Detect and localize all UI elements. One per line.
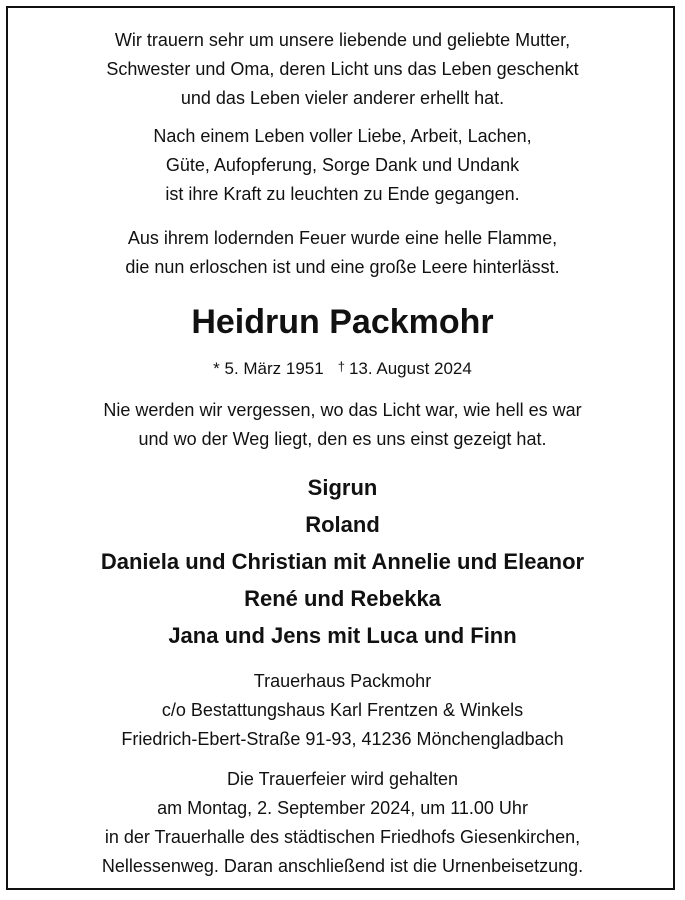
address-line: c/o Bestattungshaus Karl Frentzen & Winkels [161, 700, 524, 720]
flame-paragraph [0, 224, 685, 282]
remembrance-paragraph [0, 396, 685, 454]
address-block [0, 667, 685, 754]
intro-line: Schwester und Oma, deren Licht uns das Leben geschenkt [106, 59, 579, 79]
family-member: René und Rebekka [244, 586, 441, 611]
tribute-line: ist ihre Kraft zu leuchten zu Ende gegangen. [165, 184, 520, 204]
deceased-name: Heidrun Packmohr [191, 303, 494, 341]
family-member: Daniela und Christian mit Annelie und Eleanor [100, 549, 585, 574]
tribute-line: Nach einem Leben voller Liebe, Arbeit, Lachen, [153, 126, 532, 146]
funeral-details [0, 765, 685, 881]
family-member: Roland [305, 512, 380, 537]
flame-line: Aus ihrem lodernden Feuer wurde eine helle Flamme, [127, 228, 558, 248]
family-member: Jana und Jens mit Luca und Finn [168, 623, 517, 648]
address-line: Friedrich-Ebert-Straße 91-93, 41236 Mönchengladbach [121, 729, 564, 749]
funeral-line: am Montag, 2. September 2024, um 11.00 Uhr [157, 798, 528, 818]
address-line: Trauerhaus Packmohr [253, 671, 432, 691]
funeral-line: in der Trauerhalle des städtischen Friedhofs Giesenkirchen, [104, 827, 581, 847]
flame-line: die nun erloschen ist und eine große Leere hinterlässt. [125, 257, 560, 277]
family-list [0, 469, 685, 654]
family-member: Sigrun [307, 475, 378, 500]
tribute-line: Güte, Aufopferung, Sorge Dank und Undank [165, 155, 520, 175]
intro-line: Wir trauern sehr um unsere liebende und geliebte Mutter, [114, 30, 571, 50]
intro-paragraph [0, 26, 685, 113]
life-dates [0, 355, 685, 381]
remembrance-line: Nie werden wir vergessen, wo das Licht war, wie hell es war [103, 400, 582, 420]
funeral-line: Die Trauerfeier wird gehalten [226, 769, 459, 789]
cross-icon: † [337, 359, 345, 374]
death-date: 13. August 2024 [348, 359, 472, 378]
funeral-line: Nellessenweg. Daran anschließend ist die Urnenbeisetzung. [101, 856, 584, 876]
remembrance-line: und wo der Weg liegt, den es uns einst gezeigt hat. [138, 429, 547, 449]
birth-date: * 5. März 1951 [213, 359, 324, 378]
tribute-paragraph [0, 122, 685, 209]
intro-line: und das Leben vieler anderer erhellt hat. [180, 88, 505, 108]
